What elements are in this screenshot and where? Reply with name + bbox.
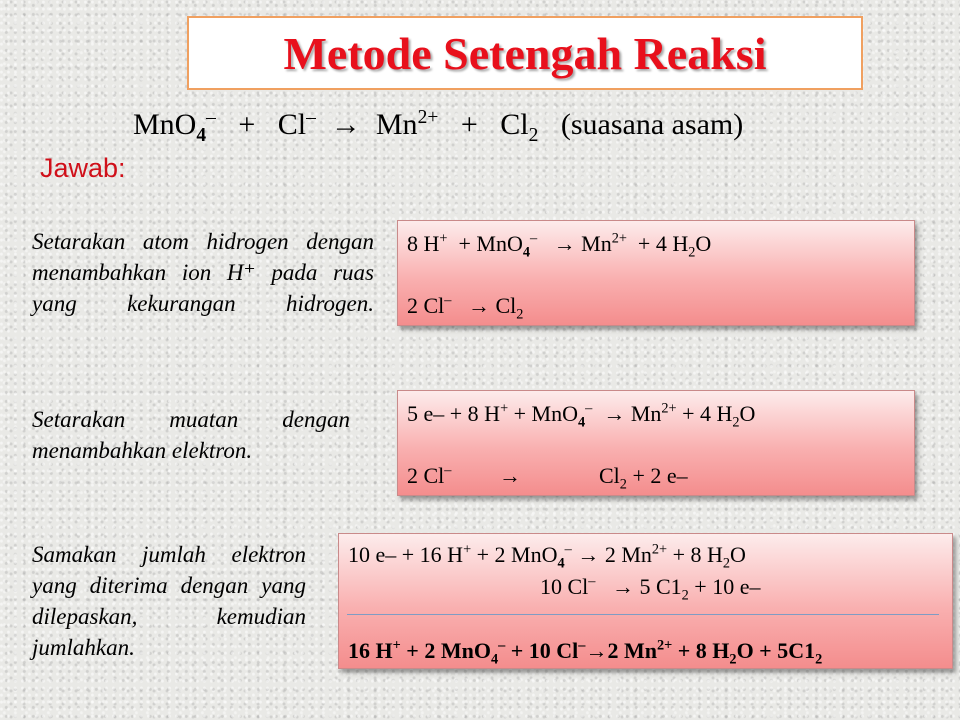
sum-divider-line xyxy=(347,614,939,615)
charge: – xyxy=(585,400,593,417)
charge: – xyxy=(498,637,506,654)
charge: – xyxy=(444,292,452,309)
answer-label: Jawab: xyxy=(40,153,126,183)
eq-term: O xyxy=(695,231,712,256)
eq-term: + MnO xyxy=(513,401,578,426)
eq-term: → 2 Mn xyxy=(577,542,652,567)
charge: 2+ xyxy=(651,541,668,558)
step-3-total-equation xyxy=(348,637,823,668)
eq-term: Cl xyxy=(599,463,620,488)
reactant-permanganate: MnO xyxy=(133,108,197,141)
step-1-equation-1 xyxy=(407,230,712,261)
subscript: 2 xyxy=(732,414,740,431)
eq-term: + 8 H xyxy=(672,542,723,567)
reaction-arrow: → xyxy=(499,463,521,488)
slide-title: Metode Setengah Reaksi xyxy=(283,27,767,79)
subscript: 2 xyxy=(528,125,539,146)
charge: – xyxy=(206,107,216,128)
subscript: 2 xyxy=(516,306,524,323)
charge: – xyxy=(444,462,452,479)
eq-term: 5 e– + 8 H xyxy=(407,401,501,426)
subscript: 2 xyxy=(815,651,823,668)
subscript: 2 xyxy=(729,651,737,668)
eq-term: + 4 H xyxy=(637,231,689,256)
step-3-equation-2 xyxy=(540,573,761,604)
charge: – xyxy=(529,230,538,247)
step-2-equation-2 xyxy=(407,462,897,493)
eq-term: → 5 C1 xyxy=(611,574,682,599)
eq-term: + 2 MnO xyxy=(406,638,491,663)
step-2-eq2-product xyxy=(599,463,688,493)
charge: 2+ xyxy=(661,400,677,417)
main-equation xyxy=(133,107,744,146)
step-3-instruction: Samakan jumlah elektron yang diterima dengan yang dilepaskan, kemudian jumlahkan. xyxy=(32,542,306,660)
eq-term: → Mn xyxy=(603,401,662,426)
eq-term: 2 Cl xyxy=(407,293,445,318)
subscript: 4 xyxy=(557,555,565,572)
subscript: 4 xyxy=(578,414,586,431)
charge: + xyxy=(392,637,401,654)
reaction-condition: (suasana asam) xyxy=(560,108,744,141)
plus-sign: + xyxy=(238,108,256,141)
charge: + xyxy=(439,230,448,247)
subscript: 4 xyxy=(522,244,530,261)
eq-term: + MnO xyxy=(458,231,523,256)
charge: – xyxy=(588,573,596,590)
eq-term: O xyxy=(730,542,746,567)
subscript: 4 xyxy=(196,125,207,146)
step-2-instruction: Setarakan muatan dengan menambahkan elektron. xyxy=(32,407,350,463)
subscript: 2 xyxy=(688,244,696,261)
step-1-equation-2 xyxy=(407,292,524,323)
reaction-arrow: → xyxy=(330,108,361,141)
charge: + xyxy=(500,400,509,417)
subscript: 2 xyxy=(619,476,627,493)
charge: 2+ xyxy=(611,230,627,247)
eq-term: 16 H xyxy=(348,638,393,663)
step-3-equation-box xyxy=(338,533,953,669)
eq-term: + 10 e– xyxy=(694,574,761,599)
eq-term: → Mn xyxy=(553,231,612,256)
eq-term: 8 H xyxy=(407,231,440,256)
eq-term: + 2 e– xyxy=(632,463,688,488)
charge: – xyxy=(578,637,586,654)
eq-term: → Cl xyxy=(467,293,517,318)
charge: – xyxy=(564,541,572,558)
title-box xyxy=(187,16,863,90)
step-1-equation-box xyxy=(397,220,915,326)
eq-term: 2 Cl xyxy=(407,463,445,488)
eq-term: + 10 Cl xyxy=(510,638,579,663)
subscript: 2 xyxy=(722,555,731,572)
step-1-instruction: Setarakan atom hidrogen dengan menambahkan ion H⁺ pada ruas yang kekurangan hidrogen. xyxy=(32,229,374,316)
plus-sign: + xyxy=(460,108,478,141)
step-3-equation-1 xyxy=(348,541,746,572)
eq-term: 10 Cl xyxy=(540,574,589,599)
eq-term: + 8 H xyxy=(677,638,730,663)
eq-term: O + 5C1 xyxy=(736,638,816,663)
step-2-equation-1 xyxy=(407,400,756,431)
step-2-equation-box xyxy=(397,390,915,496)
eq-term: O xyxy=(739,401,756,426)
charge: + xyxy=(463,541,472,558)
eq-term: →2 Mn xyxy=(585,638,657,663)
reactant-chloride: Cl xyxy=(277,108,307,141)
charge: – xyxy=(306,107,316,128)
eq-term: + 2 MnO xyxy=(476,542,558,567)
charge: 2+ xyxy=(417,107,439,128)
eq-term: + 4 H xyxy=(682,401,733,426)
product-manganese: Mn xyxy=(375,108,418,141)
charge: 2+ xyxy=(656,637,673,654)
product-chlorine: Cl xyxy=(500,108,529,141)
eq-term: 10 e– + 16 H xyxy=(348,542,464,567)
subscript: 2 xyxy=(681,587,689,604)
subscript: 4 xyxy=(490,651,499,668)
